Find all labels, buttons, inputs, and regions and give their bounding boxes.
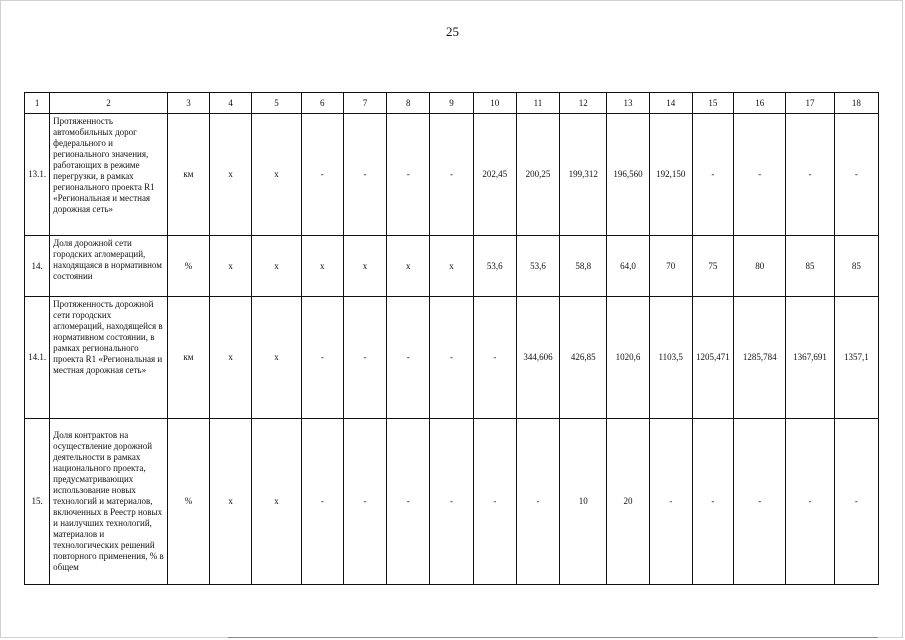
value-cell: - [473, 297, 516, 419]
page-number: 25 [446, 24, 459, 39]
value-cell: - [786, 114, 834, 236]
value-cell: - [343, 297, 386, 419]
value-cell: 1103,5 [649, 297, 692, 419]
column-header-7: 7 [343, 93, 386, 114]
value-cell: 192,150 [649, 114, 692, 236]
column-header-11: 11 [516, 93, 559, 114]
value-cell: - [734, 419, 786, 585]
column-header-4: 4 [210, 93, 252, 114]
value-cell: х [430, 236, 473, 297]
value-cell: 85 [834, 236, 878, 297]
column-header-13: 13 [607, 93, 649, 114]
value-cell: - [516, 419, 559, 585]
column-header-6: 6 [301, 93, 343, 114]
value-cell: - [786, 419, 834, 585]
value-cell: - [692, 114, 733, 236]
column-header-8: 8 [387, 93, 430, 114]
column-header-5: 5 [252, 93, 301, 114]
value-cell: - [301, 297, 343, 419]
column-header-9: 9 [430, 93, 473, 114]
value-cell: х [210, 114, 252, 236]
header-row [25, 93, 879, 114]
table-row [25, 419, 879, 585]
value-cell: 202,45 [473, 114, 516, 236]
value-cell: х [210, 419, 252, 585]
value-cell: 53,6 [516, 236, 559, 297]
row-number-cell: 15. [25, 419, 50, 585]
value-cell: х [252, 236, 301, 297]
value-cell: - [430, 419, 473, 585]
value-cell: 64,0 [607, 236, 649, 297]
unit-cell: % [167, 419, 209, 585]
column-header-12: 12 [560, 93, 607, 114]
value-cell: - [834, 114, 878, 236]
value-cell: - [387, 419, 430, 585]
value-cell: 1285,784 [734, 297, 786, 419]
unit-cell: км [167, 297, 209, 419]
row-number-cell: 14.1. [25, 297, 50, 419]
value-cell: 85 [786, 236, 834, 297]
value-cell: - [734, 114, 786, 236]
value-cell: - [301, 114, 343, 236]
value-cell: 1205,471 [692, 297, 733, 419]
column-header-18: 18 [834, 93, 878, 114]
value-cell: - [301, 419, 343, 585]
value-cell: х [301, 236, 343, 297]
indicator-table [24, 92, 879, 585]
value-cell: 196,560 [607, 114, 649, 236]
value-cell: х [210, 297, 252, 419]
value-cell: - [387, 114, 430, 236]
value-cell: 1357,1 [834, 297, 878, 419]
column-header-2: 2 [50, 93, 168, 114]
value-cell: 10 [560, 419, 607, 585]
value-cell: - [430, 114, 473, 236]
table-body [25, 93, 879, 585]
bottom-scan-line [228, 637, 878, 638]
value-cell: 199,312 [560, 114, 607, 236]
column-header-15: 15 [692, 93, 733, 114]
value-cell: 1020,6 [607, 297, 649, 419]
value-cell: 75 [692, 236, 733, 297]
column-header-14: 14 [649, 93, 692, 114]
row-number-cell: 13.1. [25, 114, 50, 236]
value-cell: - [430, 297, 473, 419]
row-number-cell: 14. [25, 236, 50, 297]
value-cell: 53,6 [473, 236, 516, 297]
unit-cell: км [167, 114, 209, 236]
value-cell: - [387, 297, 430, 419]
unit-cell: % [167, 236, 209, 297]
value-cell: 80 [734, 236, 786, 297]
value-cell: - [343, 419, 386, 585]
value-cell: - [343, 114, 386, 236]
table-row [25, 297, 879, 419]
value-cell: 58,8 [560, 236, 607, 297]
indicator-name-cell: Протяженность автомобильных дорог федерального и регионального значения, работающих в режиме перегрузки, в рамках регионального проекта R1 «Региональная и местная дорожная сеть» [50, 114, 168, 236]
value-cell: - [692, 419, 733, 585]
value-cell: - [473, 419, 516, 585]
value-cell: - [649, 419, 692, 585]
column-header-3: 3 [167, 93, 209, 114]
value-cell: х [387, 236, 430, 297]
column-header-17: 17 [786, 93, 834, 114]
value-cell: х [252, 419, 301, 585]
column-header-10: 10 [473, 93, 516, 114]
indicator-name-cell: Протяженность дорожной сети городских агломераций, находящейся в нормативном состоянии, в рамках регионального проекта R1 «Региональная и местная дорожная сеть» [50, 297, 168, 419]
value-cell: х [252, 297, 301, 419]
indicator-name-cell: Доля контрактов на осуществление дорожной деятельности в рамках национального проекта, предусматривающих использование новых технологий и материалов, включенных в Реестр новых и наилучших технологий, материалов и технологических решений повторного применения, % в общем [50, 419, 168, 585]
value-cell: 70 [649, 236, 692, 297]
column-header-16: 16 [734, 93, 786, 114]
value-cell: 20 [607, 419, 649, 585]
table-row [25, 114, 879, 236]
column-header-1: 1 [25, 93, 50, 114]
value-cell: х [343, 236, 386, 297]
value-cell: 1367,691 [786, 297, 834, 419]
value-cell: 344,606 [516, 297, 559, 419]
value-cell: х [210, 236, 252, 297]
value-cell: 426,85 [560, 297, 607, 419]
indicator-name-cell: Доля дорожной сети городских агломераций, находящаяся в нормативном состоянии [50, 236, 168, 297]
value-cell: 200,25 [516, 114, 559, 236]
value-cell: - [834, 419, 878, 585]
table-row [25, 236, 879, 297]
value-cell: х [252, 114, 301, 236]
